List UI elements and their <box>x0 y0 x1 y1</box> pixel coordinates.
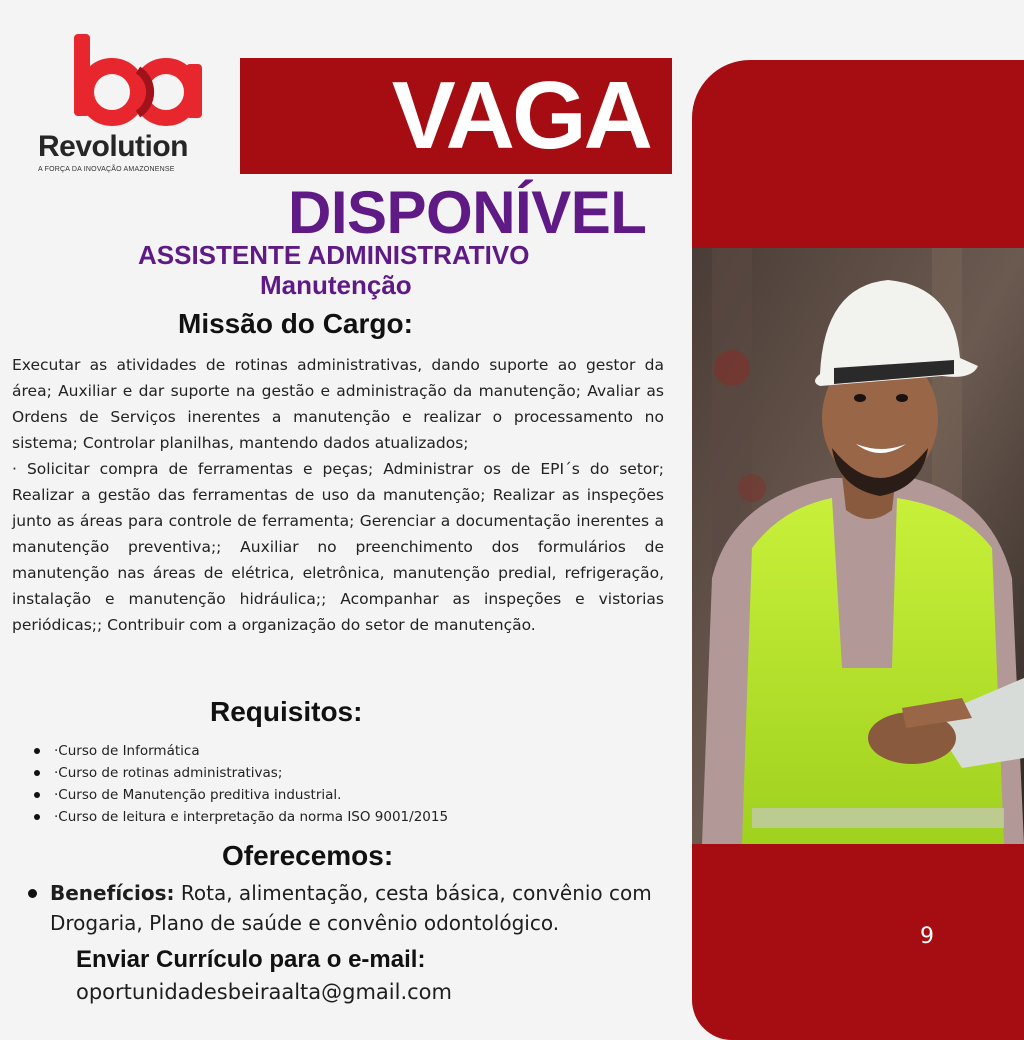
mission-paragraph-1: Executar as atividades de rotinas administrativas, dando suporte ao gestor da área; Auxiliar e dar suporte na gestão e administração da manutenção; Avaliar as Ordens de Serviços inerentes a manutenção e realizar o processamento no sistema; Controlar planilhas, mantendo dados atualizados; <box>12 356 664 452</box>
contact-email[interactable]: oportunidadesbeiraalta@gmail.com <box>76 980 452 1004</box>
contact-heading: Enviar Currículo para o e-mail: <box>76 946 426 973</box>
mission-paragraph-2: · Solicitar compra de ferramentas e peças; Administrar os de EPI´s do setor; Realizar a gestão das ferramentas de uso da manutenção; Realizar as inspeções junto as áreas para controle de ferramenta; Gerenciar a documentação inerentes a manutenção preventiva;; Auxiliar no preenchimento dos formulários de manutenção nas áreas de elétrica, eletrônica, manutenção predial, refrigeração, instalação e manutenção hidráulica;; Acompanhar as inspeções e vistorias periódicas;; Contribuir com a organização do setor de manutenção. <box>12 460 664 634</box>
brand-name: Revolution <box>38 130 188 163</box>
list-item: ·Curso de leitura e interpretação da norma ISO 9001/2015 <box>32 806 448 828</box>
brand-logo <box>38 30 218 180</box>
banner-subtitle: DISPONÍVEL <box>288 179 647 246</box>
ba-logo-icon <box>74 30 214 130</box>
list-item: ·Curso de Informática <box>32 740 448 762</box>
requirements-list <box>32 740 448 828</box>
benefits-label: Benefícios: <box>50 881 175 905</box>
page-number: 9 <box>920 924 934 949</box>
worker-photo-icon <box>692 248 1024 844</box>
brand-tagline: A FORÇA DA INOVAÇÃO AMAZONENSE <box>38 166 175 173</box>
job-title: ASSISTENTE ADMINISTRATIVO <box>138 240 530 270</box>
list-item: ·Curso de Manutenção preditiva industrial. <box>32 784 448 806</box>
job-area: Manutenção <box>260 270 412 300</box>
benefits-item <box>26 878 700 938</box>
mission-text <box>12 352 664 638</box>
benefits-text: Rota, alimentação, cesta básica, convênio com Drogaria, Plano de saúde e convênio odontológico. <box>50 881 652 935</box>
mission-heading: Missão do Cargo: <box>178 308 413 339</box>
offer-heading: Oferecemos: <box>222 840 394 871</box>
list-item: ·Curso de rotinas administrativas; <box>32 762 448 784</box>
requirements-heading: Requisitos: <box>210 696 363 727</box>
vaga-banner <box>240 58 672 174</box>
banner-title: VAGA <box>391 62 650 169</box>
